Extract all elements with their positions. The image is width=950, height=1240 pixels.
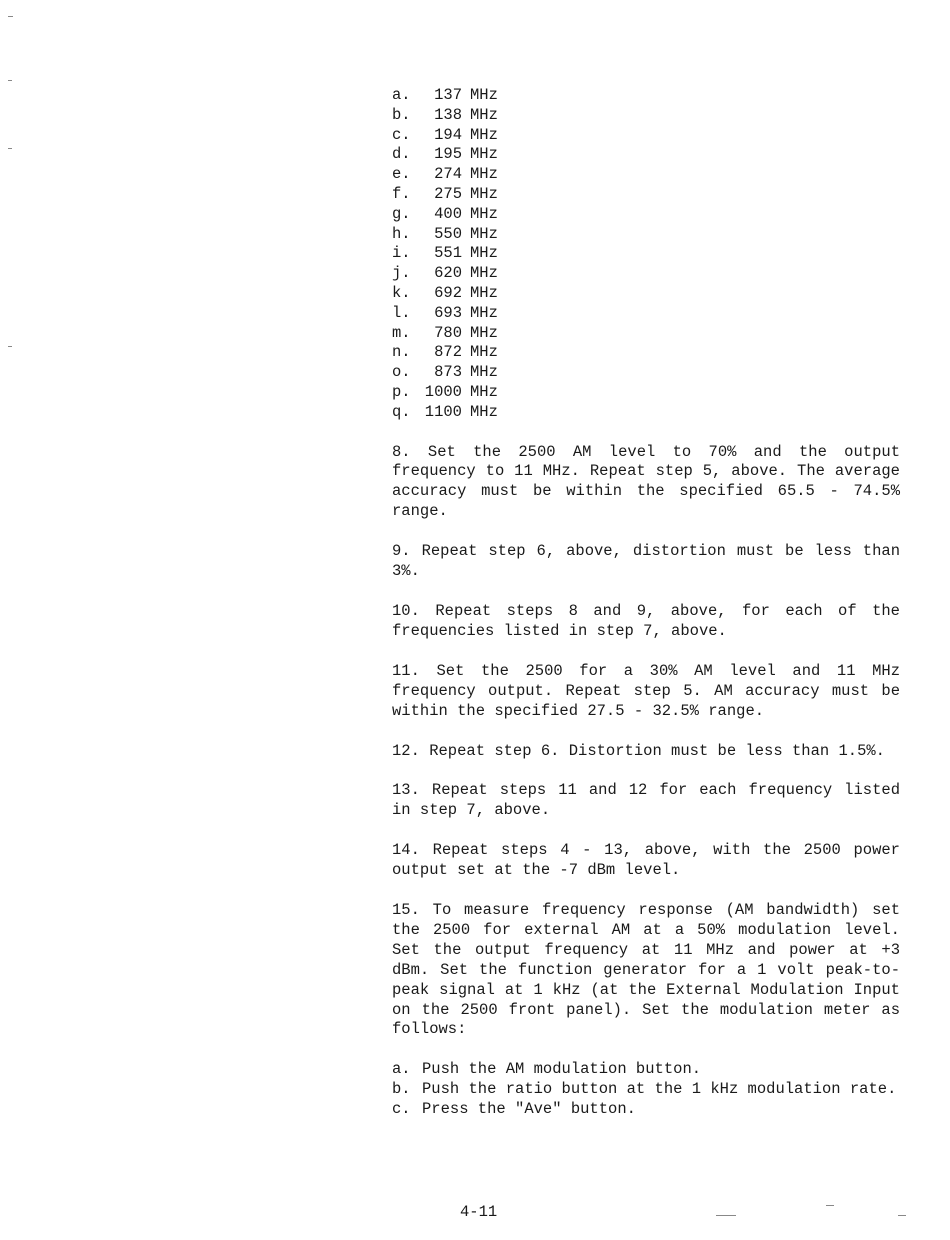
- item-letter: d.: [392, 145, 411, 164]
- item-letter: f.: [392, 184, 411, 203]
- frequency-value: 275: [434, 184, 462, 203]
- item-letter: h.: [392, 224, 411, 243]
- step-15-paragraph: 15. To measure frequency response (AM bandwidth) set the 2500 for external AM at a 50% modulation level. Set the output frequency at 11 MHz and power at +3 dBm. Set the function generator for a 1 volt peak-to-peak signal at 1 kHz (at the External Modulation Input on the 2500 front panel). Set the modulation meter as follows:: [392, 901, 900, 1039]
- frequency-value: 780: [434, 323, 462, 342]
- list-item: [392, 383, 900, 403]
- frequency-value: 873: [434, 363, 462, 382]
- item-letter: q.: [392, 402, 411, 421]
- frequency-unit: MHz: [470, 244, 498, 263]
- frequency-value: 137: [434, 86, 462, 104]
- frequency-unit: MHz: [470, 86, 498, 104]
- list-item: [392, 403, 900, 423]
- meter-settings-list: [392, 1060, 900, 1120]
- item-letter: g.: [392, 204, 411, 223]
- item-letter: n.: [392, 343, 411, 362]
- list-item: [392, 343, 900, 363]
- item-letter: b.: [392, 105, 411, 124]
- frequency-unit: MHz: [470, 303, 498, 322]
- list-item: [392, 205, 900, 225]
- step-13-paragraph: 13. Repeat steps 11 and 12 for each frequency listed in step 7, above.: [392, 781, 900, 820]
- list-item: [392, 244, 900, 264]
- item-letter: p.: [392, 382, 411, 401]
- list-item: [392, 284, 900, 304]
- frequency-unit: MHz: [470, 264, 498, 283]
- item-letter: a.: [392, 1060, 411, 1079]
- frequency-unit: MHz: [470, 105, 498, 124]
- step-10-paragraph: 10. Repeat steps 8 and 9, above, for each of the frequencies listed in step 7, above.: [392, 601, 900, 640]
- step-8-paragraph: 8. Set the 2500 AM level to 70% and the output frequency to 11 MHz. Repeat step 5, above. The average accuracy must be within the specified 65.5 - 74.5% range.: [392, 442, 900, 521]
- item-letter: k.: [392, 283, 411, 302]
- frequency-value: 1100: [424, 402, 462, 421]
- list-item: [392, 324, 900, 344]
- frequency-unit: MHz: [470, 184, 498, 203]
- scan-speck: [8, 346, 12, 347]
- item-text: Push the ratio button at the 1 kHz modulation rate.: [422, 1080, 897, 1099]
- item-letter: l.: [392, 303, 411, 322]
- list-item: [392, 225, 900, 245]
- item-letter: c.: [392, 1100, 411, 1119]
- item-letter: o.: [392, 363, 411, 382]
- item-letter: a.: [392, 86, 411, 104]
- item-text: Push the AM modulation button.: [422, 1060, 702, 1079]
- frequency-unit: MHz: [470, 363, 498, 382]
- scan-speck: [8, 148, 12, 149]
- item-letter: i.: [392, 244, 411, 263]
- frequency-unit: MHz: [470, 283, 498, 302]
- frequency-value: 400: [434, 204, 462, 223]
- frequency-list: [392, 86, 900, 423]
- page-number: 4-11: [460, 1203, 498, 1221]
- item-letter: c.: [392, 125, 411, 144]
- list-item: [392, 264, 900, 284]
- list-item: [392, 304, 900, 324]
- frequency-value: 692: [434, 283, 462, 302]
- list-item: [392, 145, 900, 165]
- list-item: [392, 185, 900, 205]
- frequency-unit: MHz: [470, 145, 498, 164]
- frequency-value: 550: [434, 224, 462, 243]
- frequency-unit: MHz: [470, 125, 498, 144]
- step-11-paragraph: 11. Set the 2500 for a 30% AM level and 11 MHz frequency output. Repeat step 5. AM accuracy must be within the specified 27.5 - 32.5% range.: [392, 661, 900, 720]
- item-text: Press the "Ave" button.: [422, 1100, 636, 1119]
- frequency-value: 138: [434, 105, 462, 124]
- item-letter: m.: [392, 323, 411, 342]
- frequency-value: 194: [434, 125, 462, 144]
- frequency-unit: MHz: [470, 224, 498, 243]
- step-9-paragraph: 9. Repeat step 6, above, distortion must be less than 3%.: [392, 542, 900, 581]
- list-item: [392, 1080, 900, 1100]
- item-letter: b.: [392, 1080, 411, 1099]
- frequency-unit: MHz: [470, 382, 498, 401]
- item-letter: e.: [392, 165, 411, 184]
- frequency-unit: MHz: [470, 323, 498, 342]
- scan-speck: [8, 80, 12, 81]
- frequency-value: 551: [434, 244, 462, 263]
- frequency-unit: MHz: [470, 402, 498, 421]
- list-item: [392, 106, 900, 126]
- step-12-paragraph: 12. Repeat step 6. Distortion must be less than 1.5%.: [392, 741, 885, 760]
- list-item: [392, 165, 900, 185]
- frequency-value: 693: [434, 303, 462, 322]
- frequency-value: 1000: [424, 382, 462, 401]
- scan-speck: [898, 1215, 906, 1216]
- step-14-paragraph: 14. Repeat steps 4 - 13, above, with the 2500 power output set at the -7 dBm level.: [392, 841, 900, 880]
- item-letter: j.: [392, 264, 411, 283]
- frequency-unit: MHz: [470, 165, 498, 184]
- list-item: [392, 86, 900, 106]
- frequency-value: 872: [434, 343, 462, 362]
- list-item: [392, 1060, 900, 1080]
- frequency-value: 195: [434, 145, 462, 164]
- list-item: [392, 1100, 900, 1120]
- scan-speck: [826, 1205, 834, 1206]
- list-item: [392, 363, 900, 383]
- frequency-unit: MHz: [470, 204, 498, 223]
- main-column: [392, 86, 900, 1120]
- frequency-value: 620: [434, 264, 462, 283]
- list-item: [392, 126, 900, 146]
- frequency-unit: MHz: [470, 343, 498, 362]
- scan-speck: [716, 1215, 736, 1216]
- frequency-value: 274: [434, 165, 462, 184]
- scan-speck: [8, 16, 13, 17]
